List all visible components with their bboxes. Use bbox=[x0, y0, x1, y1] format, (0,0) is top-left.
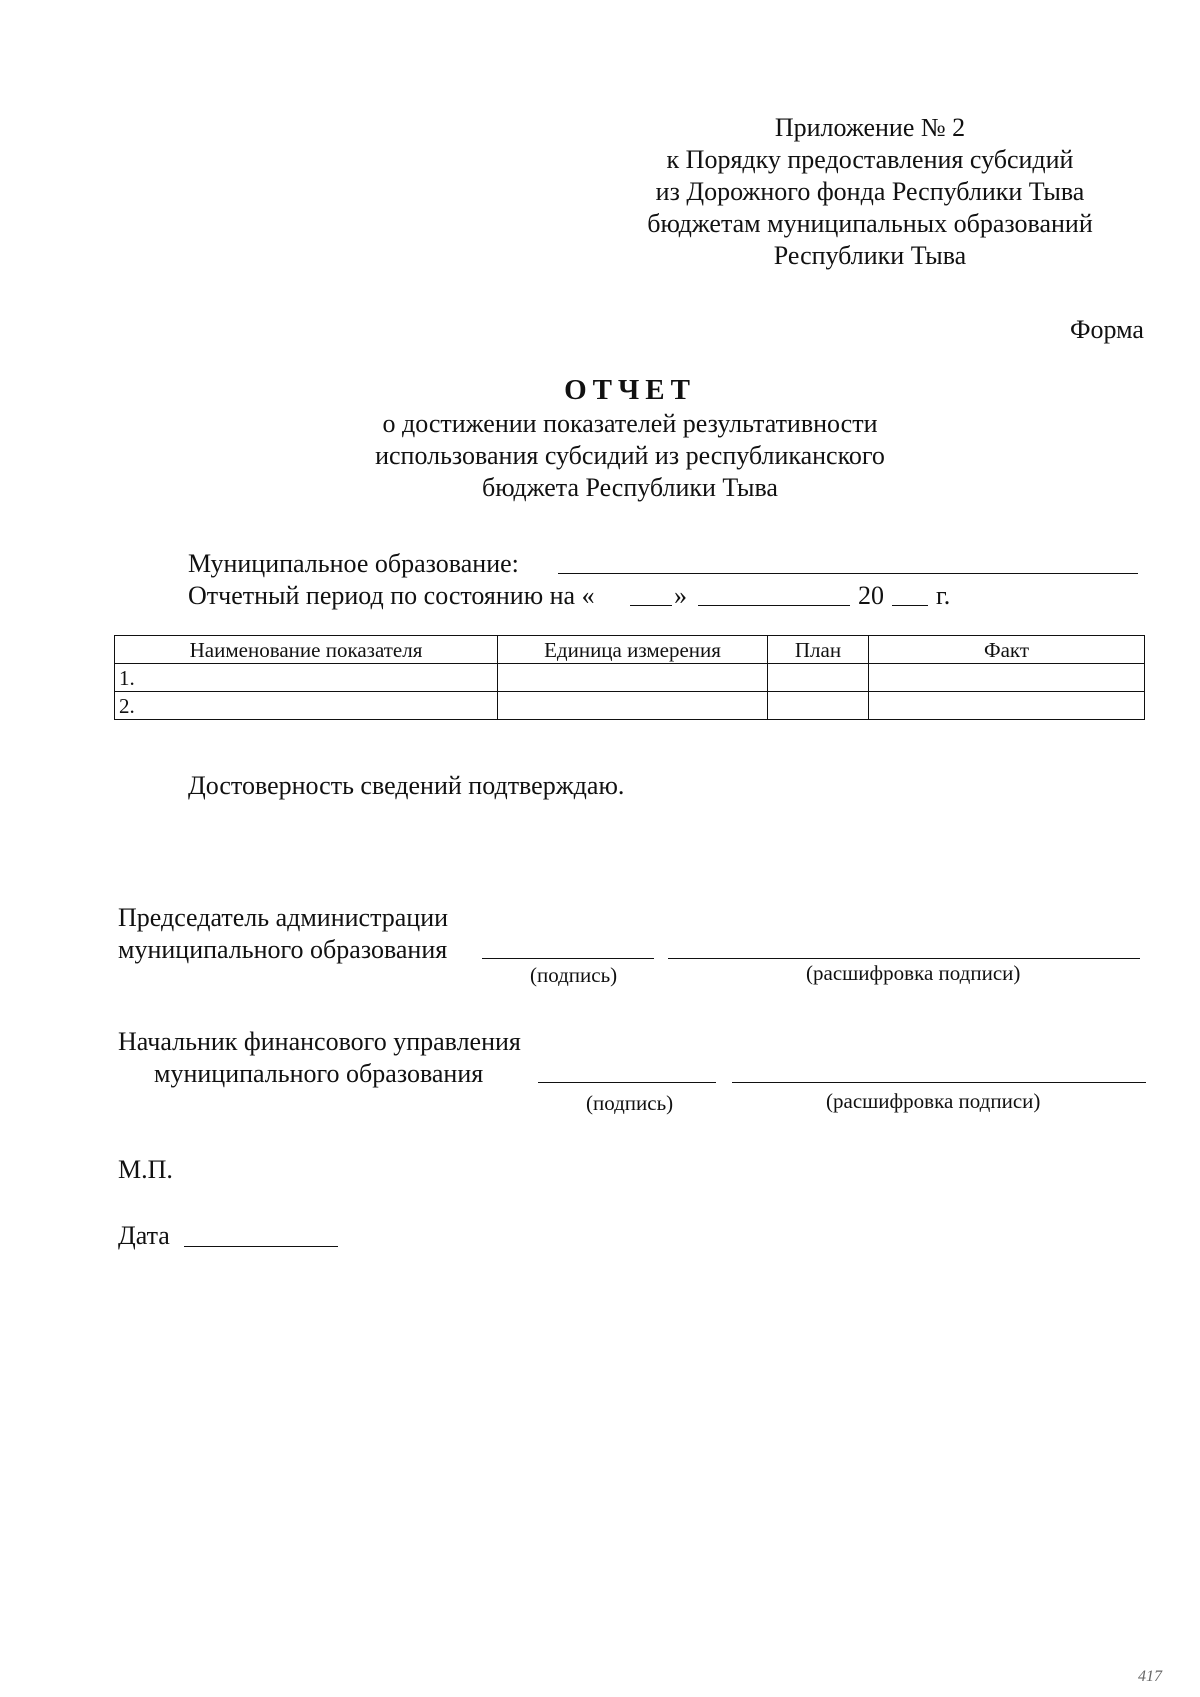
chairman-title-line-1: Председатель администрации bbox=[118, 903, 449, 932]
column-header-indicator-name: Наименование показателя bbox=[115, 636, 498, 664]
chairman-signature-caption: (подпись) bbox=[530, 963, 618, 987]
date-field[interactable] bbox=[184, 1246, 338, 1247]
column-header-unit: Единица измерения bbox=[498, 636, 768, 664]
confirmation-text: Достоверность сведений подтверждаю. bbox=[188, 771, 625, 800]
table-row bbox=[115, 664, 1145, 692]
column-header-fact: Факт bbox=[869, 636, 1145, 664]
finance-head-signature-field[interactable] bbox=[538, 1082, 716, 1083]
period-month-field[interactable] bbox=[698, 605, 850, 606]
stamp-label: М.П. bbox=[118, 1155, 173, 1184]
chairman-decoding-caption: (расшифровка подписи) bbox=[806, 961, 1021, 985]
header-line-2: к Порядку предоставления субсидий bbox=[666, 145, 1074, 174]
report-title-block bbox=[250, 372, 1010, 504]
report-title: ОТЧЕТ bbox=[564, 374, 696, 406]
finance-head-title-line-1: Начальник финансового управления bbox=[118, 1027, 521, 1056]
period-year-suffix: г. bbox=[936, 581, 951, 610]
row-2-plan[interactable] bbox=[768, 692, 869, 720]
period-label: Отчетный период по состоянию на « bbox=[188, 581, 595, 610]
report-subtitle-line-3: бюджета Республики Тыва bbox=[482, 473, 778, 502]
date-label: Дата bbox=[118, 1221, 170, 1250]
chairman-title-line-2: муниципального образования bbox=[118, 935, 448, 964]
header-line-4: бюджетам муниципальных образований bbox=[647, 209, 1093, 238]
row-1-unit[interactable] bbox=[498, 664, 768, 692]
appendix-header bbox=[620, 112, 1120, 272]
header-line-3: из Дорожного фонда Республики Тыва bbox=[655, 177, 1085, 206]
report-subtitle-line-1: о достижении показателей результативности bbox=[382, 409, 878, 438]
header-line-1: Приложение № 2 bbox=[774, 113, 966, 142]
finance-head-signature-caption: (подпись) bbox=[586, 1091, 674, 1115]
row-1-indicator-name[interactable]: 1. bbox=[115, 664, 498, 692]
header-line-5: Республики Тыва bbox=[773, 241, 967, 270]
report-subtitle-line-2: использования субсидий из республиканского bbox=[375, 441, 885, 470]
finance-head-decoding-caption: (расшифровка подписи) bbox=[826, 1089, 1041, 1113]
page-number-mark: 417 bbox=[1138, 1668, 1162, 1685]
column-header-plan: План bbox=[768, 636, 869, 664]
table-row bbox=[115, 692, 1145, 720]
municipality-label: Муниципальное образование: bbox=[188, 549, 519, 578]
period-year-prefix: 20 bbox=[858, 581, 884, 610]
period-close-quote: » bbox=[674, 581, 687, 610]
row-1-plan[interactable] bbox=[768, 664, 869, 692]
row-2-unit[interactable] bbox=[498, 692, 768, 720]
chairman-signature-field[interactable] bbox=[482, 958, 654, 959]
period-day-field[interactable] bbox=[630, 605, 672, 606]
form-label: Форма bbox=[1070, 315, 1144, 344]
table-header-row bbox=[115, 636, 1145, 664]
row-2-fact[interactable] bbox=[869, 692, 1145, 720]
row-2-indicator-name[interactable]: 2. bbox=[115, 692, 498, 720]
indicators-table bbox=[114, 635, 1145, 720]
finance-head-title-line-2: муниципального образования bbox=[154, 1059, 484, 1088]
municipality-field[interactable] bbox=[558, 573, 1138, 574]
chairman-name-field[interactable] bbox=[668, 958, 1140, 959]
period-year-field[interactable] bbox=[892, 605, 928, 606]
row-1-fact[interactable] bbox=[869, 664, 1145, 692]
finance-head-name-field[interactable] bbox=[732, 1082, 1146, 1083]
